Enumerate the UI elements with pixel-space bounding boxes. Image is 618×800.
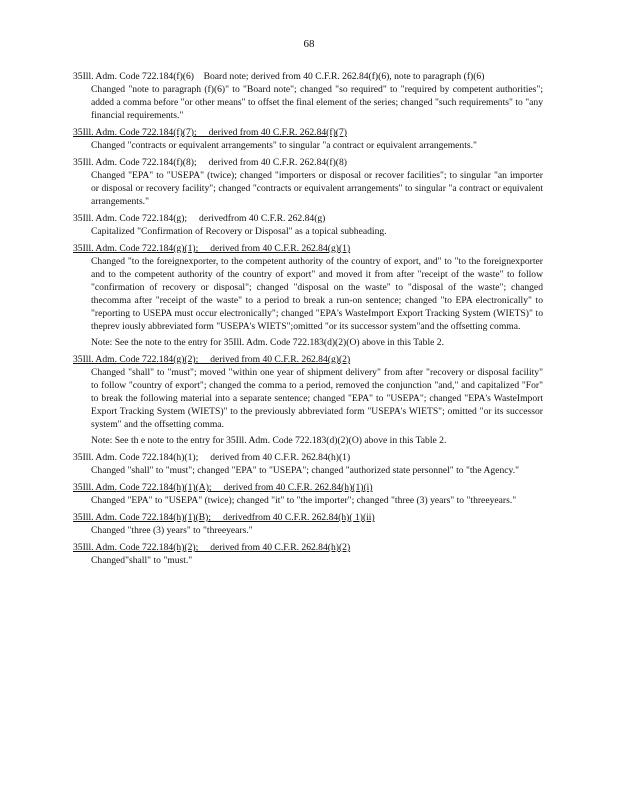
- entry: [73, 481, 543, 507]
- entry-citation: 35Ill. Adm. Code 722.184(f)(7); derived from 40 C.F.R. 262.84(f)(7): [73, 127, 347, 138]
- entry-body: Changed "three (3) years" to "threeyears.": [91, 525, 253, 536]
- entry: [73, 511, 543, 537]
- entry-body: Capitalized "Confirmation of Recovery or Disposal" as a topical subheading.: [91, 226, 387, 237]
- entry-citation: 35Ill. Adm. Code 722.184(f)(6) Board note; derived from 40 C.F.R. 262.84(f)(6), note to paragraph (f)(6): [73, 71, 485, 82]
- entry-citation: 35Ill. Adm. Code 722.184(h)(1); derived from 40 C.F.R. 262.84(h)(1): [73, 452, 351, 463]
- table-entries: [73, 70, 543, 571]
- entry: [73, 126, 543, 152]
- entry: [73, 353, 543, 447]
- entry-body: Changed "note to paragraph (f)(6)" to "Board note"; changed "so required" to "required by competent authorities"; added a comma before "or other means" to offset the final element of the series; changed "such requirements" to "any financial requirements.": [91, 84, 543, 121]
- entry-body: Changed "contracts or equivalent arrangements" to singular "a contract or equivalent arrangements.": [91, 140, 477, 151]
- entry-citation: 35Ill. Adm. Code 722.184(f)(8); derived from 40 C.F.R. 262.84(f)(8): [73, 157, 347, 168]
- entry-citation: 35Ill. Adm. Code 722.184(g); derivedfrom 40 C.F.R. 262.84(g): [73, 213, 326, 224]
- entry-note: Note: See the note to the entry for 35Ill. Adm. Code 722.183(d)(2)(O) above in this Table 2.: [91, 337, 444, 348]
- entry-citation: 35Ill. Adm. Code 722.184(h)(1)(B); derivedfrom 40 C.F.R. 262.84(h)( 1)(ii): [73, 512, 375, 523]
- entry: [73, 451, 543, 477]
- page-number: 68: [303, 38, 315, 50]
- entry-note: Note: See th e note to the entry for 35Ill. Adm. Code 722.183(d)(2)(O) above in this Table 2.: [91, 435, 447, 446]
- entry-body: Changed "to the foreignexporter, to the competent authority of the country of export, and" to "to the foreignexporter and to the competent authority of the country of export" and moved it from after "receipt of the waste" to follow "confirmation of recovery or disposal"; changed "disposal on the waste" to "disposal of the waste"; changed thecomma after "receipt of the waste" to a period to break a run-on sentence; changed "to EPA electronically" to "reporting to USEPA must occur electronically"; changed "EPA's WasteImport Export Tracking System (WIETS)" to theprev iously abbreviated form "USEPA's WIETS";omitted "or its successor system"and the offsetting comma.: [91, 256, 543, 332]
- entry: [73, 242, 543, 349]
- entry-body: Changed "EPA" to "USEPA" (twice); changed "it" to "the importer"; changed "three (3) years" to "threeyears.": [91, 495, 517, 506]
- entry-citation: 35Ill. Adm. Code 722.184(g)(1); derived from 40 C.F.R. 262.84(g)(1): [73, 243, 351, 254]
- entry-citation: 35Ill. Adm. Code 722.184(h)(1)(A); derived from 40 C.F.R. 262.84(h)(1)(i): [73, 482, 373, 493]
- entry: [73, 156, 543, 208]
- entry: [73, 70, 543, 122]
- entry-body: Changed "shall" to "must"; moved "within one year of shipment delivery" from after "recovery or disposal facility" to follow "country of export"; changed the comma to a period, removed the conjunction "and," and capitalized "For" to break the following material into a separate sentence; changed "EPA" to "USEPA"; changed "EPA's WasteImport Export Tracking System (WIETS)" to the previously abbreviated form "USEPA's WIETS"; omitted "or its successor system" and the offsetting comma.: [91, 367, 543, 430]
- entry-citation: 35Ill. Adm. Code 722.184(g)(2); derived from 40 C.F.R. 262.84(g)(2): [73, 354, 351, 365]
- entry-body: Changed"shall" to "must.": [91, 555, 193, 566]
- entry: [73, 541, 543, 567]
- entry: [73, 212, 543, 238]
- entry-citation: 35Ill. Adm. Code 722.184(h)(2); derived from 40 C.F.R. 262.84(h)(2): [73, 542, 351, 553]
- entry-body: Changed "shall" to "must"; changed "EPA" to "USEPA"; changed "authorized state personnel" to "the Agency.": [91, 465, 520, 476]
- entry-body: Changed "EPA" to "USEPA" (twice); changed "importers or disposal or recover facilities"; to singular "an importer or disposal or recovery facility"; changed "contracts or equivalent arrangements" to singular "a contract or equivalent arrangements.": [91, 170, 543, 207]
